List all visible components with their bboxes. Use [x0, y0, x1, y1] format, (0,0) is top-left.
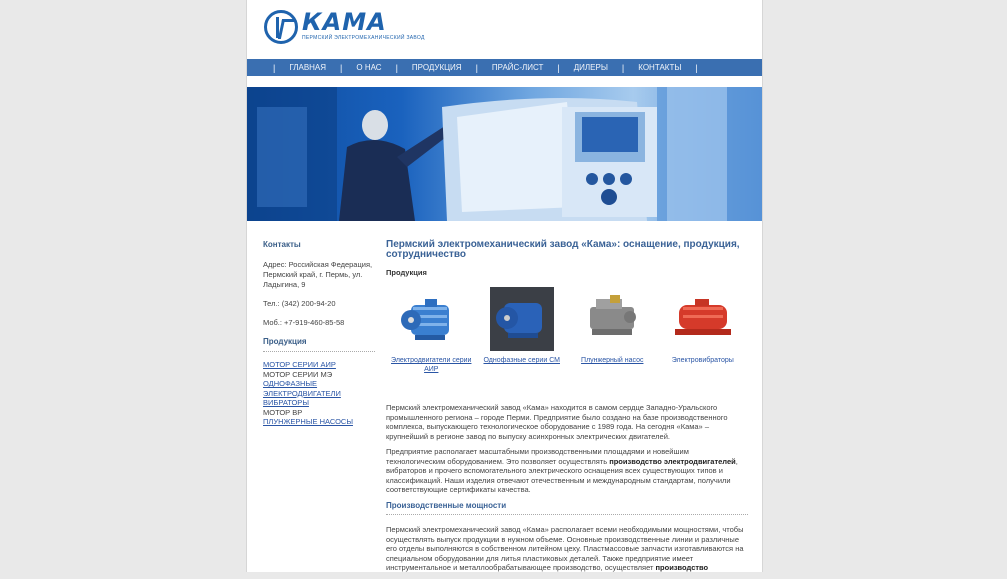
logo[interactable] [264, 10, 425, 44]
logo-title: КАМА [302, 8, 387, 36]
product-card[interactable] [386, 287, 477, 383]
header [247, 0, 762, 59]
about-text [386, 403, 748, 573]
contact-mobile: Моб.: +7-919-460-85-58 [263, 318, 345, 327]
vibrator-image[interactable] [671, 287, 735, 351]
nav-dealers[interactable]: ДИЛЕРЫ [573, 63, 608, 72]
product-gallery [386, 287, 748, 383]
nav-about[interactable]: О НАС [356, 63, 382, 72]
sidebar-link-air[interactable]: МОТОР СЕРИИ АИР [263, 360, 336, 369]
nav-home[interactable]: ГЛАВНАЯ [289, 63, 327, 72]
page-container [246, 0, 763, 572]
products-heading: Продукция [263, 337, 375, 352]
sidebar-link-plunger-pumps[interactable]: ПЛУНЖЕРНЫЕ НАСОСЫ [263, 417, 353, 426]
capacity-paragraph: Пермский электромеханический завод «Кама» располагает всеми необходимыми мощностями, чтобы осуществлять выпуск продукции в нужном объеме. Основные производственные линии и различные его отделы выполняются в собственном литейном цеху. Пластмассовые запчасти изготавливаются на специальном оборудовании для литья пластиковых деталей. Также предприятие имеет инструментальное и металлообрабатывающее производство, осуществляет производство [386, 525, 744, 572]
sidebar-link-vibrators[interactable]: ВИБРАТОРЫ [263, 398, 309, 407]
main-content [386, 240, 748, 579]
sidebar-link-single-phase[interactable]: ОДНОФАЗНЫЕ ЭЛЕКТРОДВИГАТЕЛИ [263, 379, 341, 398]
product-label[interactable]: Электровибраторы [671, 357, 734, 364]
sidebar-link-me[interactable]: МОТОР СЕРИИ МЭ [263, 369, 333, 379]
page-title: Пермский электромеханический завод «Кама»: оснащение, продукция, сотрудничество [386, 239, 740, 260]
product-label[interactable]: Однофазные серии СМ [483, 357, 560, 364]
products-subheading: Продукция [386, 268, 427, 277]
contact-phone: Тел.: (342) 200-94-20 [263, 299, 336, 308]
sidebar-link-motor-vr[interactable]: МОТОР ВР [263, 407, 303, 417]
contacts-heading: Контакты [263, 240, 301, 249]
capacity-heading: Производственные мощности [386, 501, 748, 516]
product-label[interactable]: Электродвигатели серии АИР [391, 357, 472, 373]
product-card[interactable] [477, 287, 568, 383]
main-nav: | ГЛАВНАЯ | О НАС | ПРОДУКЦИЯ | ПРАЙС-ЛИСТ | ДИЛЕРЫ | КОНТАКТЫ | [247, 59, 762, 76]
sidebar [263, 240, 375, 427]
facilities-paragraph: Предприятие располагает масштабными производственными площадями и новейшим технологическим оборудованием. Это позволяет осуществлять производство электродвигателей, вибраторов и прочего вспомогательного электрического оснащения всех существующих типов и классификаций. Наши изделия отвечают отечественным и международным стандартам, получили соответствующие сертификаты качества. [386, 447, 738, 494]
nav-products[interactable]: ПРОДУКЦИЯ [411, 63, 462, 72]
product-card[interactable] [658, 287, 749, 383]
products-menu [263, 360, 375, 427]
banner-image [247, 87, 762, 221]
motor-air-image[interactable] [399, 287, 463, 351]
product-card[interactable] [567, 287, 658, 383]
product-label[interactable]: Плунжерный насос [581, 357, 644, 364]
intro-paragraph: Пермский электромеханический завод «Кама» находится в самом сердце Западно-Уральского промышленного региона – городе Перми. Предприятие было создано на базе производственного комплекса, выпускающего технологическое оборудование с 1989 года. На сегодня «Кама» – крупнейший в регионе завод по выпуску асинхронных электрических двигателей. [386, 403, 728, 441]
logo-emblem-icon [264, 10, 298, 44]
plunger-pump-image[interactable] [580, 287, 644, 351]
motor-sm-image[interactable] [490, 287, 554, 351]
nav-contacts[interactable]: КОНТАКТЫ [638, 63, 682, 72]
contact-address: Адрес: Российская Федерация, Пермский край, г. Пермь, ул. Ладыгина, 9 [263, 260, 373, 289]
nav-pricelist[interactable]: ПРАЙС-ЛИСТ [491, 63, 544, 72]
logo-subtitle: ПЕРМСКИЙ ЭЛЕКТРОМЕХАНИЧЕСКИЙ ЗАВОД [302, 35, 425, 41]
